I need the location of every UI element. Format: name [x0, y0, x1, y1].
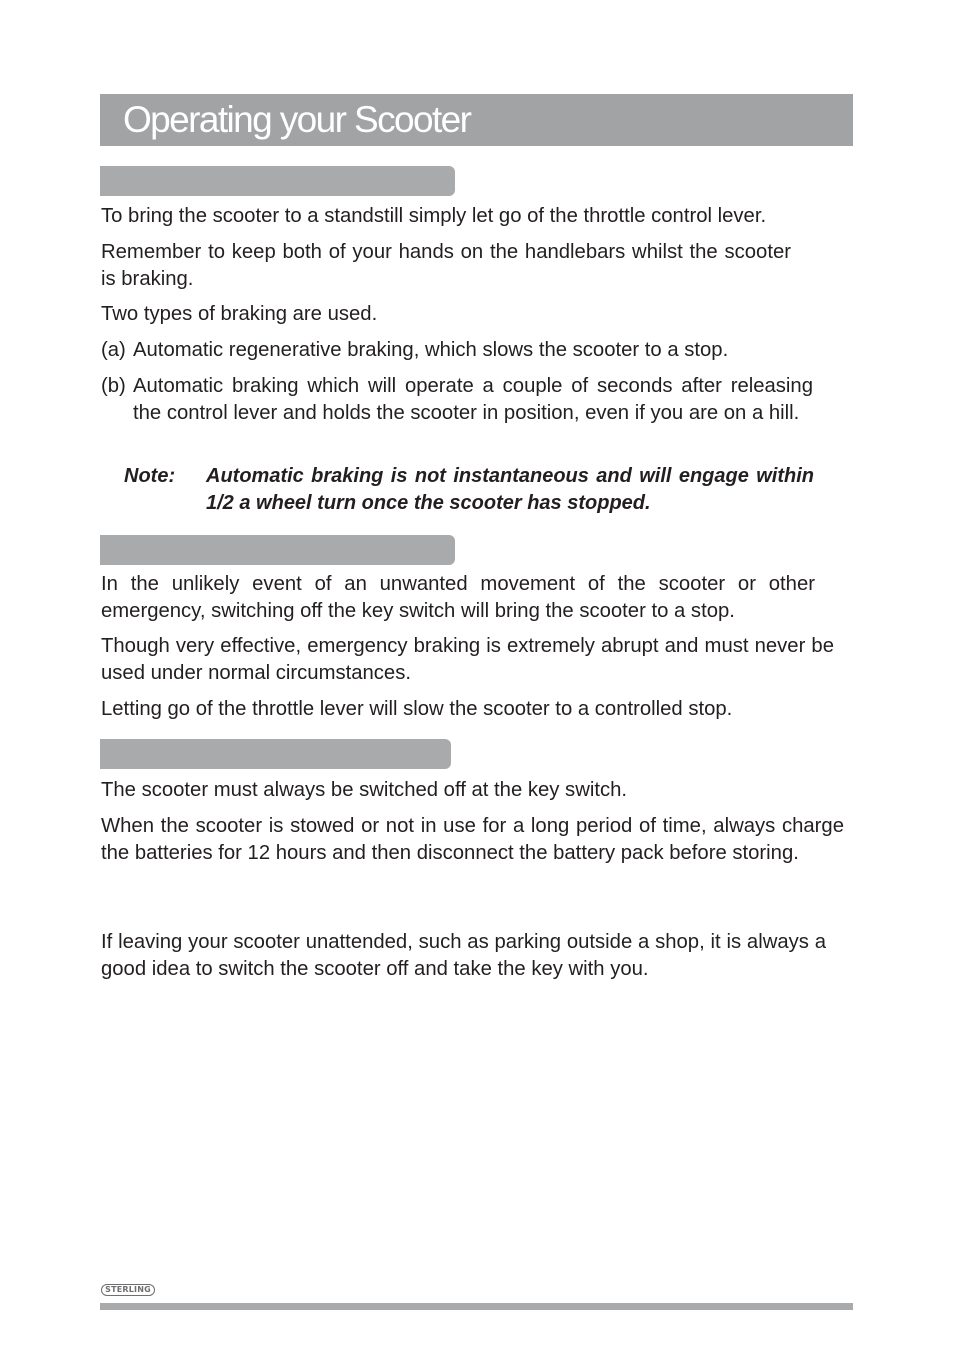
sterling-logo: STERLING [101, 1284, 155, 1296]
braking-item-b-text: Automatic braking which will operate a couple of seconds after releasing the control lever and holds the scooter in position, even if you are on a hill. [133, 375, 813, 424]
braking-paragraph-3: Two types of braking are used. [101, 303, 378, 325]
section-heading-bar-storage [100, 739, 451, 769]
emergency-paragraph-3: Letting go of the throttle lever will slow the scooter to a controlled stop. [101, 698, 733, 720]
title-bar [100, 94, 853, 146]
emergency-paragraph-2: Though very effective, emergency braking is extremely abrupt and must never be used under normal circumstances. [101, 635, 834, 684]
braking-item-b-label: (b) [101, 375, 126, 397]
note-label: Note: [124, 465, 176, 487]
footer-rule [100, 1303, 853, 1310]
section-heading-bar-braking [100, 166, 455, 196]
braking-item-a-text: Automatic regenerative braking, which slows the scooter to a stop. [133, 339, 729, 361]
page-title: Operating your Scooter [123, 99, 471, 140]
section-heading-bar-emergency [100, 535, 455, 565]
storage-paragraph-1: The scooter must always be switched off at the key switch. [101, 779, 628, 801]
braking-paragraph-1: To bring the scooter to a standstill simply let go of the throttle control lever. [101, 205, 767, 227]
emergency-paragraph-1: In the unlikely event of an unwanted movement of the scooter or other emergency, switching off the key switch will bring the scooter to a stop. [101, 573, 815, 622]
braking-paragraph-2: Remember to keep both of your hands on the handlebars whilst the scooter is braking. [101, 241, 791, 290]
storage-paragraph-3: If leaving your scooter unattended, such as parking outside a shop, it is always a good idea to switch the scooter off and take the key with you. [101, 931, 826, 980]
storage-paragraph-2: When the scooter is stowed or not in use for a long period of time, always charge the batteries for 12 hours and then disconnect the battery pack before storing. [101, 815, 844, 864]
braking-item-a-label: (a) [101, 339, 126, 361]
note-text: Automatic braking is not instantaneous and will engage within 1/2 a wheel turn once the scooter has stopped. [206, 465, 814, 514]
